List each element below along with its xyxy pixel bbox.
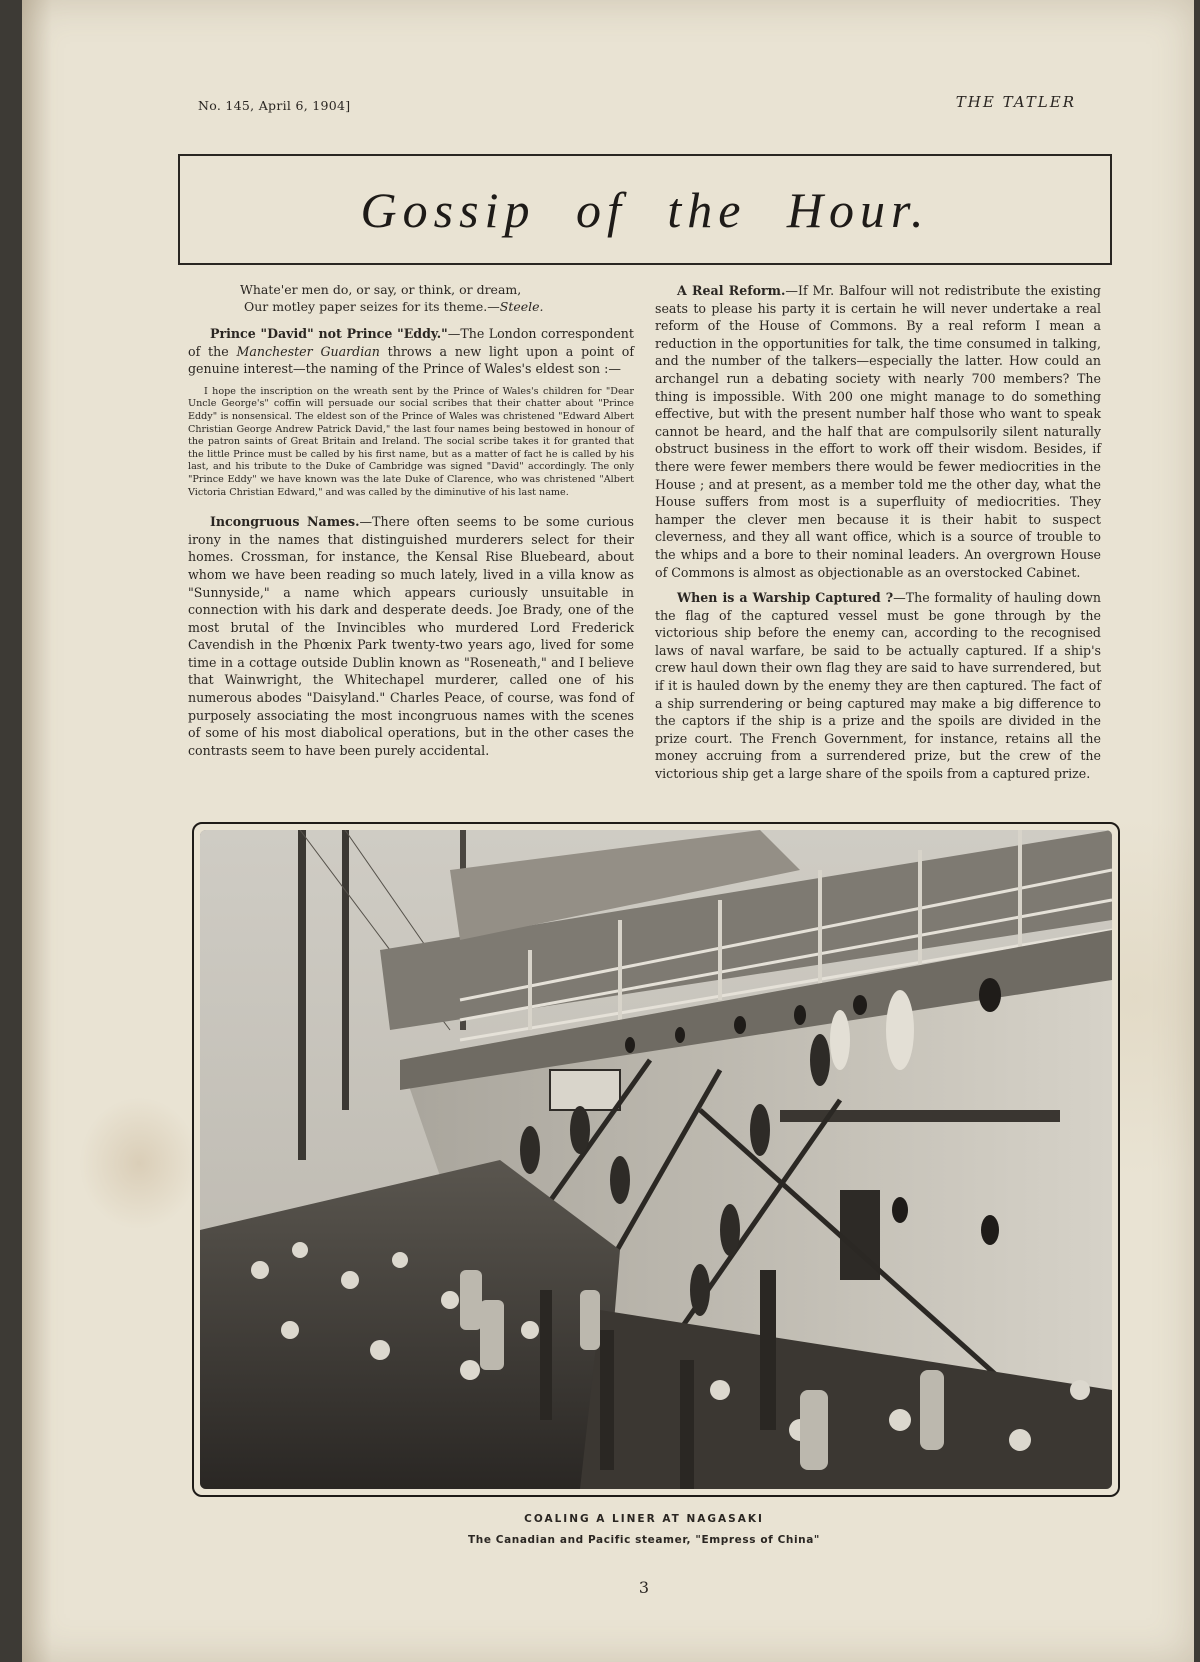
article-heading: A Real Reform. bbox=[677, 283, 786, 298]
photo-frame bbox=[192, 822, 1120, 1497]
article-text: —If Mr. Balfour will not redistribute the existing seats to please his party it is certain he will never undertake a real reform of the House of Commons. By a real reform I mean a reduction in the opportunities for talk, the time consumed in talking, and the number of the talkers—especially the latter. How could an archangel run a debating society with nearly 700 members? The thing is impossible. With 200 one might manage to do something effective, but with the present number half those who want to speak cannot be heard, and the half that are compulsorily silent naturally obstruct business in the effort to work off their wisdom. Besides, if there were fewer members there would be fewer mediocrities in the House ; and at present, as a member told me the other day, what the House suffers from most is a superfluity of mediocrities. They hamper the clever men because it is their habit to suspect cleverness, and they all want office, which is a source of trouble to the whips and a bore to their nominal leaders. An overgrown House of Commons is almost as objectionable as an overstocked Cabinet. bbox=[655, 283, 1101, 580]
photo-caption-subtitle: The Canadian and Pacific steamer, "Empress of China" bbox=[467, 1534, 821, 1546]
article-text: throws a new light upon a point of genuine interest—the naming of the Prince of Wales's eldest son :— bbox=[188, 343, 634, 377]
title-box bbox=[178, 154, 1112, 265]
epigraph-attribution: Steele. bbox=[499, 298, 544, 314]
photograph-coaling-liner bbox=[200, 830, 1112, 1489]
newspaper-name: Manchester Guardian bbox=[236, 343, 380, 359]
photo-caption-title: COALING A LINER AT NAGASAKI bbox=[524, 1513, 764, 1525]
left-column bbox=[188, 282, 634, 767]
publication-name: THE TATLER bbox=[955, 93, 1076, 111]
article-heading: Incongruous Names. bbox=[210, 514, 360, 530]
article-real-reform bbox=[655, 282, 1101, 581]
epigraph-line-2-wrap bbox=[240, 299, 634, 316]
page-number: 3 bbox=[638, 1578, 650, 1597]
article-heading: Prince "David" not Prince "Eddy." bbox=[210, 326, 448, 341]
photo-illustration bbox=[200, 830, 1112, 1489]
epigraph-line-1: Whate'er men do, or say, or think, or dream, bbox=[240, 282, 522, 297]
epigraph bbox=[188, 282, 634, 315]
issue-line: No. 145, April 6, 1904] bbox=[198, 98, 351, 113]
right-column bbox=[655, 282, 1101, 791]
epigraph-line-2: Our motley paper seizes for its theme.— bbox=[244, 298, 500, 314]
article-text: —There often seems to be some curious irony in the names that distinguished murderers select for their homes. Crossman, for instance, the Kensal Rise Bluebeard, about whom we have been reading so much lately, lived in a villa know as "Sunnyside," a name which appears curiously unsuitable in connection with his dark and desperate deeds. Joe Brady, one of the most brutal of the Invincibles who murdered Lord Frederick Cavendish in the Phœnix Park twenty-two years ago, lived for some time in a cottage outside Dublin known as "Roseneath," and I believe that Wainwright, the Whitechapel murderer, called one of his numerous abodes "Daisyland." Charles Peace, of course, was fond of purposely associating the most incongruous names with the scenes of some of his most diabolical operations, but in the other cases the contrasts seem to have been purely accidental. bbox=[188, 514, 634, 758]
quoted-passage: I hope the inscription on the wreath sent by the Prince of Wales's children for "Dear Uncle George's" coffin will persuade our social scribes that their chatter about "Prince Eddy" is nonsensical. The eldest son of the Prince of Wales was christened "Edward Albert Christian George Andrew Patrick David," the last four names being bestowed in honour of the patron saints of Great Britain and Ireland. The social scribe takes it for granted that the little Prince must be called by his first name, but as a matter of fact he is called by his last, and his tribute to the Duke of Cambridge was signed "David" accordingly. The only "Prince Eddy" we have known was the late Duke of Clarence, who was christened "Albert Victoria Christian Edward," and was called by the diminutive of his last name. bbox=[188, 385, 634, 498]
article-prince-david bbox=[188, 325, 634, 378]
article-warship-captured bbox=[655, 589, 1101, 783]
article-heading: When is a Warship Captured ? bbox=[677, 590, 894, 606]
article-text: —The London correspondent of the bbox=[188, 326, 634, 359]
article-text: —The formality of hauling down the flag of the captured vessel must be gone through by the victorious ship before the enemy can, according to the recognised laws of naval warfare, be said to be actually captured. If a ship's crew haul down their own flag they are said to have surrendered, but if it is hauled down by the enemy they are then captured. The fact of a ship surrendering or being captured may make a big difference to the captors if the ship is a prize and the spoils are divided in the prize court. The French Government, for instance, retains all the money accruing from a surrendered prize, but the crew of the victorious ship get a large share of the spoils from a captured prize. bbox=[655, 590, 1101, 782]
article-incongruous-names bbox=[188, 513, 634, 759]
page-title: Gossip of the Hour. bbox=[360, 181, 930, 238]
magazine-page bbox=[22, 0, 1194, 1662]
